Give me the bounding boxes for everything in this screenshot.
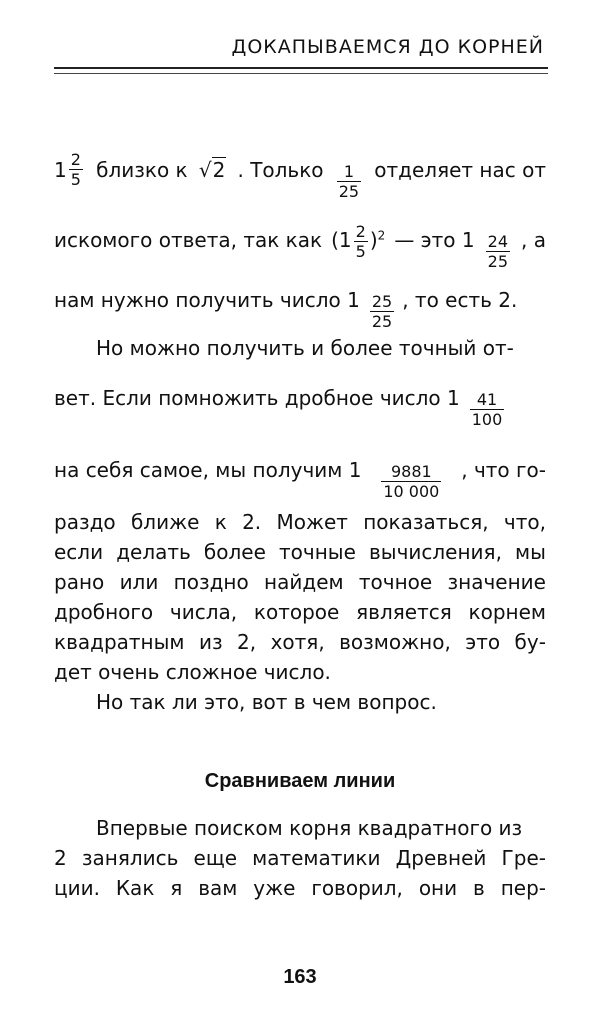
word: раздо	[54, 510, 116, 534]
denominator: 100	[471, 410, 503, 429]
header-rule-thick	[54, 67, 548, 69]
numerator: 2	[70, 150, 81, 169]
text-span: , что го-	[461, 458, 546, 482]
mixed-number	[54, 150, 85, 189]
sqrt-icon: √	[198, 157, 212, 182]
text-line	[54, 288, 546, 331]
text-span: (1	[331, 228, 352, 252]
text-span: искомого ответа, так как	[54, 228, 323, 252]
text-line	[54, 630, 546, 654]
word: точные	[279, 540, 356, 564]
word: уже	[253, 876, 296, 900]
word: это	[465, 630, 501, 654]
fraction	[381, 462, 441, 501]
fraction	[337, 162, 361, 201]
denominator: 5	[355, 242, 366, 261]
word: 2,	[237, 630, 257, 654]
word: дробного	[54, 600, 154, 624]
word: более	[203, 540, 266, 564]
exponent: 2	[377, 228, 386, 243]
word: говорил,	[311, 876, 403, 900]
text-line	[54, 876, 546, 900]
word: является	[356, 600, 452, 624]
word: Древней	[395, 846, 487, 870]
word: к	[214, 510, 227, 534]
word: показаться,	[363, 510, 489, 534]
text-line	[54, 540, 546, 564]
word: 2	[54, 846, 67, 870]
text-line: Но так ли это, вот в чем вопрос.	[96, 690, 437, 714]
text-span: — это 1	[394, 228, 475, 252]
word: ближе	[130, 510, 200, 534]
text-span: )	[369, 228, 378, 252]
word: я	[170, 876, 183, 900]
word: рано	[54, 570, 105, 594]
word: делать	[116, 540, 191, 564]
word: ции.	[54, 876, 100, 900]
text-line	[54, 386, 546, 429]
text-line	[54, 510, 546, 534]
text-line	[54, 846, 546, 870]
text-line	[54, 570, 546, 594]
denominator: 25	[338, 181, 360, 201]
denominator: 25	[371, 312, 393, 331]
running-header: ДОКАПЫВАЕМСЯ ДО КОРНЕЙ	[231, 36, 544, 58]
word: 2.	[242, 510, 262, 534]
word: если	[54, 540, 104, 564]
word: в	[473, 876, 485, 900]
power-expression	[331, 222, 385, 261]
text-line: Впервые поиском корня квадратного из	[96, 816, 523, 840]
word: они	[418, 876, 458, 900]
text-span: . Только	[237, 157, 324, 182]
word: точное	[358, 570, 433, 594]
text-span: , то есть 2.	[402, 288, 518, 312]
numerator: 24	[487, 232, 508, 251]
sqrt-argument: 2	[212, 157, 226, 182]
text-span: отделяет нас от	[374, 157, 546, 182]
fraction	[470, 390, 505, 429]
header-rule-thin	[54, 73, 548, 74]
word: поздно	[173, 570, 249, 594]
denominator: 25	[487, 252, 508, 271]
text-span: вет. Если помножить дробное число 1	[54, 386, 460, 410]
word: или	[119, 570, 159, 594]
word: числа,	[169, 600, 238, 624]
word: которое	[253, 600, 340, 624]
denominator: 10 000	[383, 482, 440, 501]
word: Как	[115, 876, 155, 900]
fraction	[370, 292, 394, 331]
page-number: 163	[283, 966, 317, 988]
text-line	[54, 222, 546, 271]
denominator: 5	[70, 170, 81, 189]
sqrt-expression	[199, 158, 226, 182]
numerator: 1	[343, 161, 354, 181]
word: хотя,	[270, 630, 325, 654]
word: математики	[252, 846, 381, 870]
word: занялись	[81, 846, 179, 870]
word: возможно,	[339, 630, 451, 654]
word: мы	[515, 540, 546, 564]
text-span: нам нужно получить число 1	[54, 288, 360, 312]
numerator: 41	[476, 390, 498, 409]
word: из	[198, 630, 223, 654]
fraction	[486, 232, 510, 271]
word: квадратным	[54, 630, 185, 654]
word: Может	[276, 510, 348, 534]
word: пер-	[500, 876, 546, 900]
text-span: на себя самое, мы получим 1	[54, 458, 362, 482]
text-line	[54, 150, 546, 201]
text-span: , а	[521, 228, 546, 252]
word: найдем	[264, 570, 344, 594]
word: Гре-	[501, 846, 546, 870]
text-span: близко к	[96, 157, 188, 182]
numerator: 9881	[390, 462, 432, 481]
text-line	[54, 458, 546, 501]
word: вам	[198, 876, 238, 900]
fraction	[354, 222, 368, 261]
text-line	[54, 600, 546, 624]
section-heading: Сравниваем линии	[204, 770, 396, 792]
text-line: Но можно получить и более точный от-	[96, 336, 514, 360]
word: корнем	[468, 600, 546, 624]
word: значение	[447, 570, 546, 594]
word: еще	[193, 846, 237, 870]
word: что,	[503, 510, 546, 534]
word: вычисления,	[368, 540, 502, 564]
text-line: дет очень сложное число.	[54, 660, 331, 684]
numerator: 25	[371, 292, 393, 311]
word: бу-	[514, 630, 546, 654]
whole-part: 1	[54, 157, 67, 182]
numerator: 2	[355, 222, 366, 241]
fraction	[69, 150, 83, 189]
